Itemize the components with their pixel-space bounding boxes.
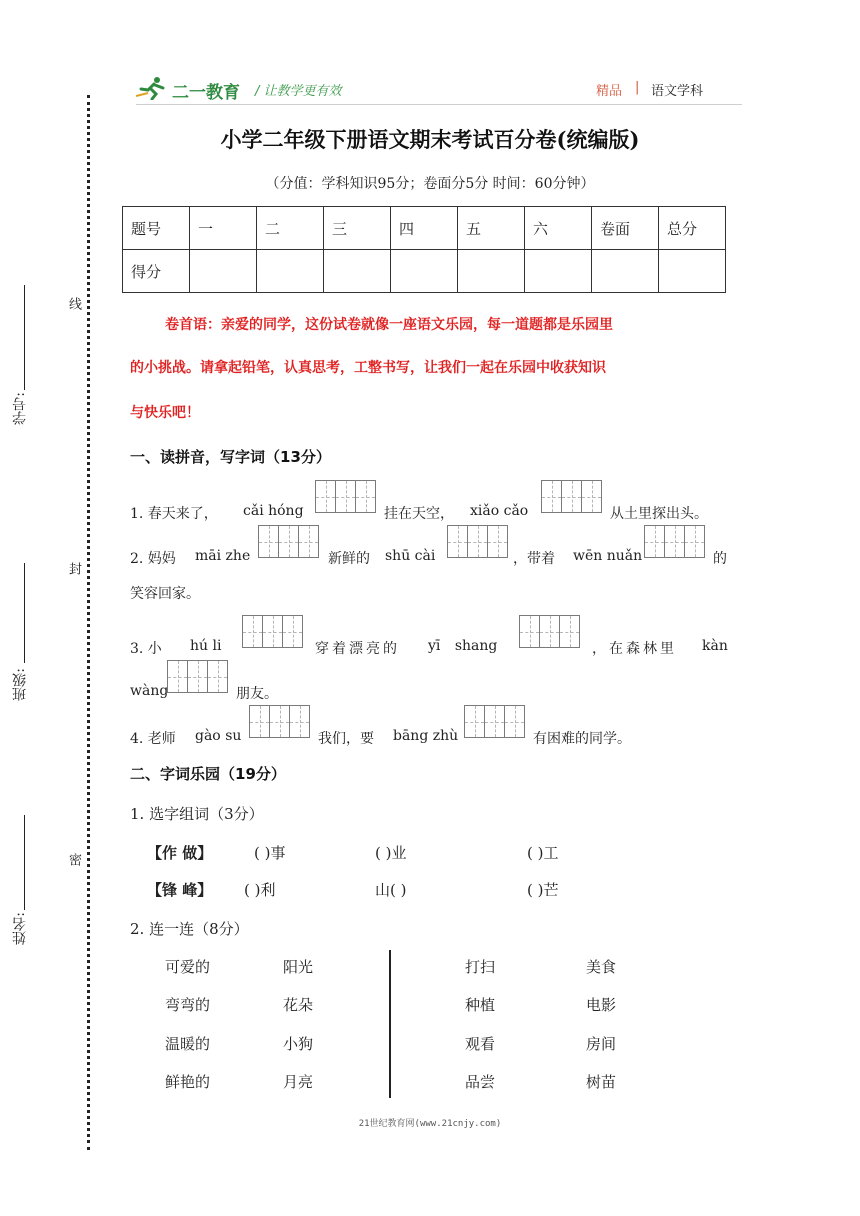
section-2-q1-title: 1. 选字组词（3分） bbox=[130, 805, 264, 823]
q2-writing-grid-1[interactable] bbox=[258, 525, 319, 558]
q3-writing-grid-3[interactable] bbox=[167, 660, 228, 693]
q2-pinyin-2: shū cài bbox=[385, 548, 436, 564]
score-header-cell: 总分 bbox=[659, 207, 726, 250]
writing-cell[interactable] bbox=[278, 525, 299, 558]
q4-text-c: 有困难的同学。 bbox=[533, 731, 631, 747]
q4-writing-grid-2[interactable] bbox=[464, 705, 525, 738]
score-header-cell: 六 bbox=[525, 207, 592, 250]
match-left-target[interactable]: 花朵 bbox=[283, 996, 314, 1014]
name-label: 姓名: bbox=[12, 912, 28, 945]
q2-text-a: 2. 妈妈 bbox=[130, 551, 176, 567]
match-left-word[interactable]: 鲜艳的 bbox=[165, 1073, 211, 1091]
q4-text-b: 我们，要 bbox=[318, 731, 374, 747]
match-left-target[interactable]: 小狗 bbox=[283, 1035, 314, 1053]
score-cell[interactable] bbox=[525, 250, 592, 293]
q2-text-e: 笑容回家。 bbox=[130, 586, 200, 602]
score-cell[interactable] bbox=[592, 250, 659, 293]
match-right-target[interactable]: 美食 bbox=[586, 958, 617, 976]
class-line[interactable] bbox=[24, 563, 25, 663]
q3-text-a: 3. 小 bbox=[130, 641, 162, 657]
section-2-title: 二、字词乐园（19分） bbox=[130, 765, 286, 783]
writing-cell[interactable] bbox=[664, 525, 685, 558]
choose-blank[interactable]: ( )工 bbox=[527, 844, 559, 862]
q3-writing-grid-1[interactable] bbox=[242, 615, 303, 648]
choose-blank[interactable]: ( )事 bbox=[254, 844, 286, 862]
match-right-word[interactable]: 品尝 bbox=[465, 1073, 496, 1091]
q3-writing-grid-2[interactable] bbox=[519, 615, 580, 648]
score-info: （分值：学科知识95分；卷面分5分 时间：60分钟） bbox=[265, 176, 595, 192]
score-cell[interactable] bbox=[190, 250, 257, 293]
score-header-cell: 卷面 bbox=[592, 207, 659, 250]
score-header-cell: 题号 bbox=[123, 207, 190, 250]
q2-pinyin-1: māi zhe bbox=[195, 548, 251, 564]
writing-cell[interactable] bbox=[684, 525, 705, 558]
quality-badge: 精品 bbox=[596, 84, 623, 99]
q1-text-c: 从土里探出头。 bbox=[610, 506, 708, 522]
student-id-line[interactable] bbox=[24, 285, 25, 390]
intro-line-1: 卷首语：亲爱的同学，这份试卷就像一座语文乐园，每一道题都是乐园里 bbox=[165, 317, 613, 333]
score-cell[interactable] bbox=[458, 250, 525, 293]
writing-cell[interactable] bbox=[187, 660, 208, 693]
score-table-score-row bbox=[123, 250, 726, 293]
header-divider bbox=[136, 104, 742, 105]
score-table-header-row bbox=[123, 207, 726, 250]
q4-text-a: 4. 老师 bbox=[130, 731, 176, 747]
score-header-cell: 二 bbox=[257, 207, 324, 250]
q1-writing-grid-1[interactable] bbox=[315, 480, 376, 513]
q4-pinyin-1: gào su bbox=[195, 728, 242, 744]
q3-pinyin-3: kàn bbox=[702, 638, 728, 654]
match-right-word[interactable]: 种植 bbox=[465, 996, 496, 1014]
binding-mark-xian: 线 bbox=[66, 297, 81, 310]
q2-writing-grid-2[interactable] bbox=[447, 525, 508, 558]
q2-writing-grid-3[interactable] bbox=[644, 525, 705, 558]
name-line[interactable] bbox=[24, 815, 25, 910]
writing-cell[interactable] bbox=[315, 480, 336, 513]
q4-writing-grid-1[interactable] bbox=[249, 705, 310, 738]
match-right-target[interactable]: 房间 bbox=[586, 1035, 617, 1053]
class-label: 班级: bbox=[12, 668, 28, 701]
q3-pinyin-3b: wàng bbox=[130, 683, 169, 699]
writing-cell[interactable] bbox=[335, 480, 356, 513]
writing-cell[interactable] bbox=[258, 525, 279, 558]
match-left-word[interactable]: 温暖的 bbox=[165, 1035, 211, 1053]
q3-text-d: 朋友。 bbox=[236, 686, 278, 702]
writing-cell[interactable] bbox=[504, 705, 525, 738]
brand-slogan: / 让教学更有效 bbox=[255, 84, 342, 99]
intro-line-3: 与快乐吧！ bbox=[130, 405, 200, 421]
writing-cell[interactable] bbox=[242, 615, 263, 648]
runner-logo-icon bbox=[136, 76, 170, 100]
writing-cell[interactable] bbox=[298, 525, 319, 558]
writing-cell[interactable] bbox=[539, 615, 560, 648]
writing-cell[interactable] bbox=[559, 615, 580, 648]
q2-text-c: ，带着 bbox=[513, 551, 555, 567]
score-cell[interactable] bbox=[659, 250, 726, 293]
q1-pinyin-2: xiǎo cǎo bbox=[470, 503, 529, 519]
score-cell[interactable] bbox=[391, 250, 458, 293]
subject-label: 语文学科 bbox=[651, 84, 704, 99]
writing-cell[interactable] bbox=[262, 615, 283, 648]
choose-chars-row-2: 【锋 峰】 bbox=[147, 881, 213, 899]
matching-divider bbox=[389, 950, 391, 1098]
writing-cell[interactable] bbox=[487, 525, 508, 558]
match-right-word[interactable]: 打扫 bbox=[465, 958, 496, 976]
writing-cell[interactable] bbox=[355, 480, 376, 513]
match-right-target[interactable]: 电影 bbox=[586, 996, 617, 1014]
choose-blank[interactable]: ( )业 bbox=[375, 844, 407, 862]
writing-cell[interactable] bbox=[484, 705, 505, 738]
section-1-title: 一、读拼音，写字词（13分） bbox=[130, 448, 331, 466]
binding-dotted-line bbox=[87, 95, 90, 1150]
score-row-label: 得分 bbox=[123, 250, 190, 293]
writing-cell[interactable] bbox=[561, 480, 582, 513]
writing-cell[interactable] bbox=[167, 660, 188, 693]
writing-cell[interactable] bbox=[541, 480, 562, 513]
writing-cell[interactable] bbox=[644, 525, 665, 558]
q3-pinyin-2: yī shang bbox=[428, 638, 498, 654]
choose-blank[interactable]: ( )利 bbox=[244, 881, 276, 899]
brand-logo-text: 二一教育 bbox=[172, 83, 240, 103]
writing-cell[interactable] bbox=[467, 525, 488, 558]
q1-pinyin-1: cǎi hóng bbox=[243, 503, 304, 519]
writing-cell[interactable] bbox=[289, 705, 310, 738]
q4-pinyin-2: bāng zhù bbox=[393, 728, 459, 744]
writing-cell[interactable] bbox=[447, 525, 468, 558]
score-table bbox=[122, 206, 726, 293]
section-2-q2-title: 2. 连一连（8分） bbox=[130, 920, 249, 938]
intro-line-2: 的小挑战。请拿起铅笔，认真思考，工整书写，让我们一起在乐园中收获知识 bbox=[130, 360, 606, 376]
page-footer: 21世纪教育网(www.21cnjy.com) bbox=[358, 1119, 502, 1129]
match-left-word[interactable]: 弯弯的 bbox=[165, 996, 211, 1014]
match-left-target[interactable]: 月亮 bbox=[283, 1073, 314, 1091]
writing-cell[interactable] bbox=[207, 660, 228, 693]
q1-text-b: 挂在天空， bbox=[384, 506, 454, 522]
score-cell[interactable] bbox=[324, 250, 391, 293]
binding-mark-feng: 封 bbox=[66, 562, 81, 575]
writing-cell[interactable] bbox=[282, 615, 303, 648]
score-header-cell: 五 bbox=[458, 207, 525, 250]
score-header-cell: 四 bbox=[391, 207, 458, 250]
q2-text-b: 新鲜的 bbox=[328, 551, 370, 567]
choose-blank[interactable]: 山( ) bbox=[375, 881, 407, 899]
writing-cell[interactable] bbox=[581, 480, 602, 513]
writing-cell[interactable] bbox=[269, 705, 290, 738]
q3-text-b: 穿着漂亮的 bbox=[315, 641, 400, 657]
match-left-target[interactable]: 阳光 bbox=[283, 958, 314, 976]
score-cell[interactable] bbox=[257, 250, 324, 293]
q3-pinyin-1: hú li bbox=[190, 638, 222, 654]
binding-mark-mi: 密 bbox=[66, 853, 81, 866]
writing-cell[interactable] bbox=[519, 615, 540, 648]
q2-pinyin-3: wēn nuǎn bbox=[573, 548, 643, 564]
score-header-cell: 一 bbox=[190, 207, 257, 250]
badge-separator: | bbox=[635, 80, 640, 95]
q1-writing-grid-2[interactable] bbox=[541, 480, 602, 513]
page-title: 小学二年级下册语文期末考试百分卷(统编版) bbox=[220, 127, 640, 152]
choose-blank[interactable]: ( )芒 bbox=[527, 881, 559, 899]
q3-text-c: ，在森林里 bbox=[592, 641, 677, 657]
q1-text-a: 1. 春天来了， bbox=[130, 506, 218, 522]
match-left-word[interactable]: 可爱的 bbox=[165, 958, 211, 976]
match-right-word[interactable]: 观看 bbox=[465, 1035, 496, 1053]
match-right-target[interactable]: 树苗 bbox=[586, 1073, 617, 1091]
score-header-cell: 三 bbox=[324, 207, 391, 250]
student-id-label: 学号: bbox=[12, 392, 28, 425]
writing-cell[interactable] bbox=[249, 705, 270, 738]
choose-chars-row-1: 【作 做】 bbox=[147, 844, 213, 862]
writing-cell[interactable] bbox=[464, 705, 485, 738]
q2-text-d: 的 bbox=[713, 551, 727, 567]
